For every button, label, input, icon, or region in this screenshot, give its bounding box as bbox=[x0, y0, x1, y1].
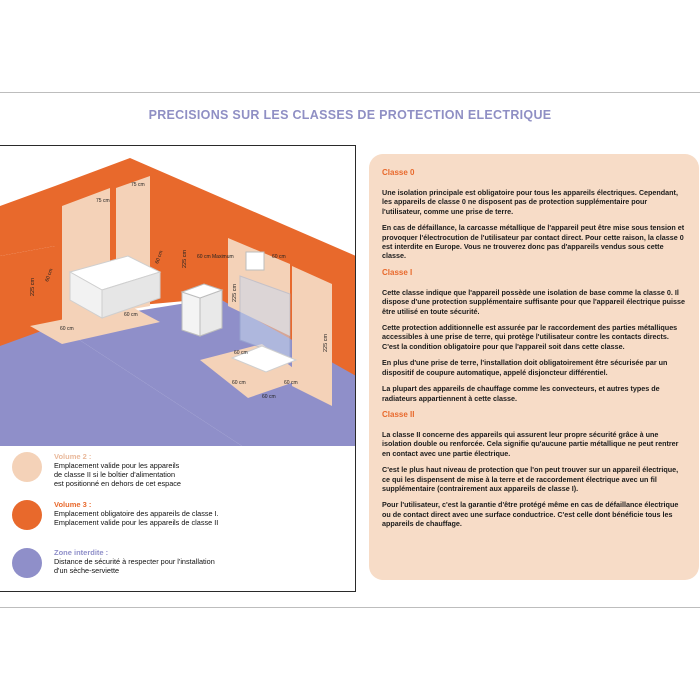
section-classe-0 bbox=[382, 168, 687, 261]
dimension-label: 60 cm bbox=[272, 254, 286, 260]
paragraph: Cette protection additionnelle est assurée par le raccordement des parties métalliques accessibles à une prise de terre, qui protège l'utilisateur contre les contacts directs. C'est la condition obligatoire pour que l'appareil soit dans cette classe. bbox=[382, 323, 678, 351]
dimension-label: 60 cm bbox=[60, 326, 74, 332]
volume3-swatch bbox=[12, 500, 42, 530]
dimension-label: 225 cm bbox=[232, 283, 238, 302]
section-title: Classe 0 bbox=[382, 168, 415, 177]
legend-volume2 bbox=[12, 452, 342, 492]
dimension-label: 60 cm bbox=[284, 380, 298, 386]
dimension-label: 60 cm Maximum bbox=[197, 254, 234, 260]
legend-title: Volume 3 : bbox=[54, 500, 92, 509]
illustration-panel bbox=[0, 145, 356, 592]
paragraph: Pour l'utilisateur, c'est la garantie d'être protégé même en cas de défaillance électrique ou de contact direct avec une surface conductrice. C'est celle dont bénéficie tous les appareils de chauffage. bbox=[382, 500, 679, 529]
paragraph: En cas de défaillance, la carcasse métallique de l'appareil peut être mise sous tension et provoquer l'électrocution de l'utilisateur par contact direct. Pour cette raison, la classe 0 est interdite en Europe. Vous ne trouverez donc pas d'appareils vendus sous cette classe. bbox=[382, 223, 685, 261]
top-divider bbox=[0, 92, 700, 93]
dimension-label: 60 cm bbox=[262, 394, 276, 400]
legend-desc: Emplacement valide pour les appareils de classe II si le boîtier d'alimentation est positionné en dehors de cet espace bbox=[54, 461, 181, 489]
section-classe-2 bbox=[382, 410, 687, 529]
dimension-label: 60 cm bbox=[232, 380, 246, 386]
forbidden-zone-swatch bbox=[12, 548, 42, 578]
dimension-label: 225 cm bbox=[30, 277, 36, 296]
legend-desc: Emplacement obligatoire des appareils de classe I. Emplacement valide pour les appareils de classe II bbox=[54, 509, 219, 528]
section-title: Classe I bbox=[382, 267, 413, 277]
sink-cabinet bbox=[182, 292, 200, 336]
dimension-label: 60 cm bbox=[124, 312, 138, 318]
bathroom-diagram bbox=[0, 146, 356, 446]
section-classe-1 bbox=[382, 268, 687, 403]
dimension-label: 60 cm bbox=[44, 267, 55, 283]
info-panel bbox=[369, 154, 699, 580]
dimension-label: 60 cm bbox=[234, 350, 248, 356]
mirror bbox=[246, 252, 264, 270]
paragraph: En plus d'une prise de terre, l'installation doit obligatoirement être sécurisée par un dispositif de coupure automatique, appelé disjoncteur différentiel. bbox=[382, 358, 668, 377]
legend-title: Volume 2 : bbox=[54, 452, 92, 461]
left-wall-top bbox=[0, 186, 55, 256]
paragraph: La plupart des appareils de chauffage comme les convecteurs, et autres types de radiateurs appartiennent à cette classe. bbox=[382, 384, 660, 403]
bottom-divider bbox=[0, 607, 700, 608]
paragraph: C'est le plus haut niveau de protection que l'on peut trouver sur un appareil électrique, ce qui les dispensent de mise à la terre et de raccordement électrique avec un fil supplémentaire (contrairement aux appareils de classe I). bbox=[382, 465, 679, 493]
legend-forbidden-zone bbox=[12, 548, 342, 588]
legend-desc: Distance de sécurité à respecter pour l'installation d'un sèche-serviette bbox=[54, 557, 215, 576]
dimension-label: 75 cm bbox=[96, 198, 110, 204]
dimension-label: 225 cm bbox=[323, 333, 329, 352]
volume2-swatch bbox=[12, 452, 42, 482]
page-title: PRECISIONS SUR LES CLASSES DE PROTECTION ELECTRIQUE bbox=[148, 108, 552, 122]
paragraph: La classe II concerne des appareils qui assurent leur propre sécurité grâce à une isolation double ou renforcée. Cela signifie qu'aucune partie métallique ne peut rentrer en contact avec une partie électrique. bbox=[382, 429, 679, 458]
dimension-label: 60 cm bbox=[154, 249, 165, 265]
paragraph: Une isolation principale est obligatoire pour tous les appareils électriques. Cependant, les appareils de classe 0 ne disposent pas de protection supplémentaire pour l'utilisateur, comme une prise de terre. bbox=[382, 188, 678, 216]
legend-volume3 bbox=[12, 500, 342, 540]
legend-title: Zone interdite : bbox=[54, 548, 109, 557]
dimension-label: 75 cm bbox=[131, 182, 145, 188]
section-title: Classe II bbox=[382, 409, 415, 419]
paragraph: Cette classe indique que l'appareil possède une isolation de base comme la classe 0. Il dispose d'une protection supplémentaire suffisante pour que l'appareil électrique puisse être utilisé en toute sécurité. bbox=[382, 287, 685, 316]
dimension-label: 225 cm bbox=[182, 249, 188, 268]
